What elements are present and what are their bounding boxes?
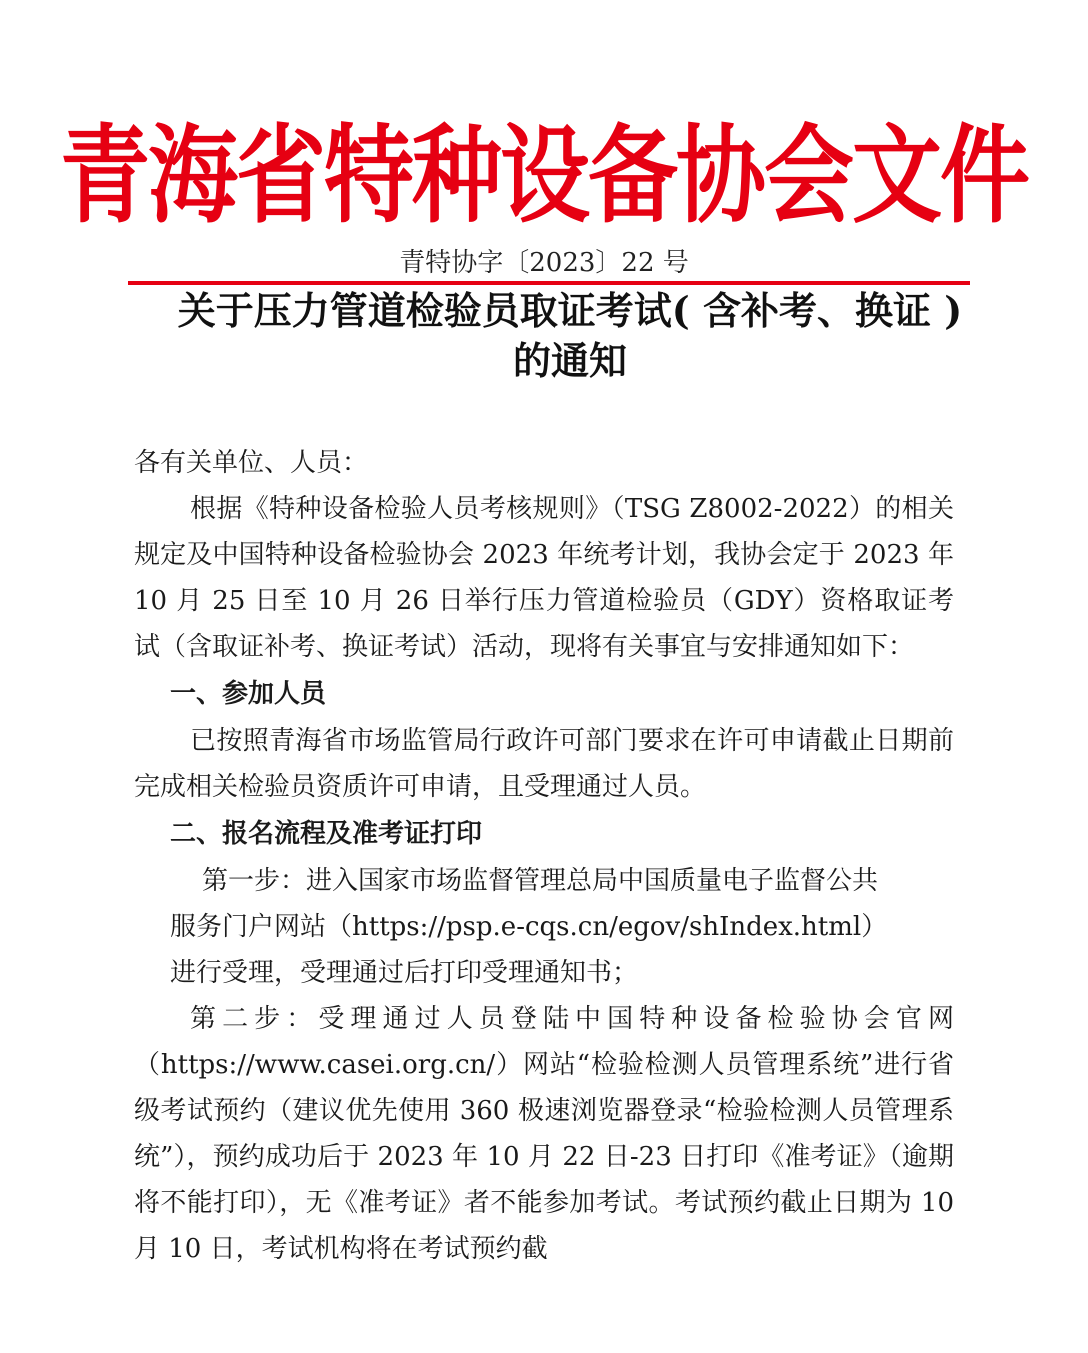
step1-line3: 进行受理，受理通过后打印受理通知书； xyxy=(170,958,639,988)
document-number: 青特协字〔2023〕22 号 xyxy=(399,248,689,278)
participants-paragraph: 已按照青海省市场监管局行政许可部门要求在许可申请截止日期前完成相关检验员资质许可申请，且受理通过人员。 xyxy=(134,726,954,802)
step2-paragraph: 第二步：受理通过人员登陆中国特种设备检验协会官网（https://www.casei.org.cn/）网站“检验检测人员管理系统”进行省级考试预约（建议优先使用 360 极速浏览器登录“检验检测人员管理系统”），预约成功后于 2023 年 10 月 22 日-23 日打印《准考证》（逾期将不能打印），无《准考证》者不能参加考试。考试预约截止日期为 10 月 10 日，考试机构将在考试预约截 xyxy=(134,1004,954,1264)
notice-title-line1: 关于压力管道检验员取证考试( 含补考、换证 ) xyxy=(177,288,963,333)
section-heading-registration: 二、报名流程及准考证打印 xyxy=(170,819,483,849)
notice-title-line2: 的通知 xyxy=(512,338,627,383)
step1-line2: 服务门户网站（https://psp.e-cqs.cn/egov/shIndex.html） xyxy=(170,912,888,942)
section-heading-participants: 一、参加人员 xyxy=(170,679,327,709)
step1-paragraph xyxy=(134,858,954,996)
notice-title xyxy=(130,286,1010,386)
org-header-title: 青海省特种设备协会文件 xyxy=(60,114,1028,239)
salutation: 各有关单位、人员： xyxy=(134,448,369,478)
intro-paragraph: 根据《特种设备检验人员考核规则》（TSG Z8002-2022）的相关规定及中国特种设备检验协会 2023 年统考计划，我协会定于 2023 年 10 月 25 日至 10 月 26 日举行压力管道检验员（GDY）资格取证考试（含取证补考、换证考试）活动，现将有关事宜与安排通知如下： xyxy=(134,494,954,662)
notice-body xyxy=(134,440,954,1272)
step1-line1: 第一步：进入国家市场监督管理总局中国质量电子监督公共 xyxy=(202,866,879,896)
red-divider-rule xyxy=(128,281,970,285)
